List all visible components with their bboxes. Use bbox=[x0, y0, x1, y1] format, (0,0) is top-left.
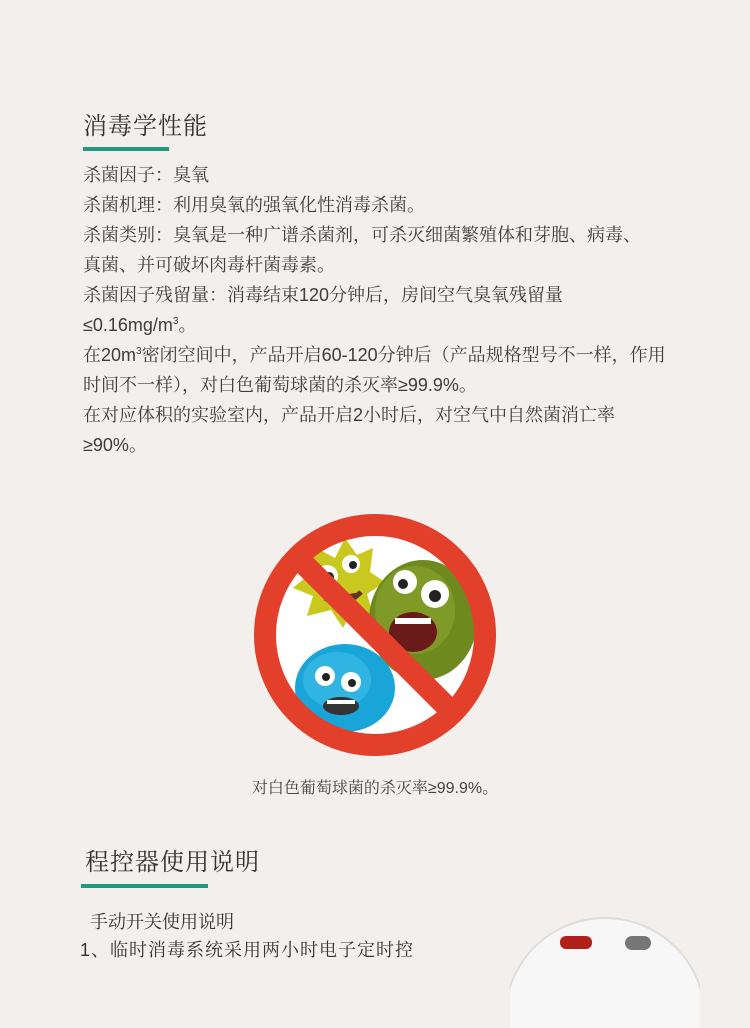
text-fragment: 在20m bbox=[83, 345, 137, 365]
text-line: 真菌、并可破坏肉毒杆菌毒素。 bbox=[83, 255, 335, 275]
toggle-button-icon bbox=[625, 936, 651, 950]
indicator-light-icon bbox=[560, 936, 592, 949]
controller-title-underline bbox=[81, 884, 208, 888]
text-line bbox=[83, 340, 733, 370]
superscript: 3 bbox=[172, 316, 179, 327]
controller-device-illustration bbox=[510, 908, 700, 1028]
text-line: 杀菌因子：臭氧 bbox=[83, 165, 209, 185]
text-line: 杀菌类别：臭氧是一种广谱杀菌剂，可杀灭细菌繁殖体和芽胞、病毒、 bbox=[83, 225, 641, 245]
text-line: 在对应体积的实验室内，产品开启2小时后，对空气中自然菌消亡率 bbox=[83, 405, 616, 425]
section-title-underline bbox=[83, 147, 169, 151]
performance-paragraph bbox=[83, 160, 733, 460]
text-line bbox=[83, 310, 733, 340]
text-line: 时间不一样），对白色葡萄球菌的杀灭率≥99.9%。 bbox=[83, 375, 477, 395]
text-fragment: ≤0.16mg/m bbox=[83, 315, 173, 335]
text-line: 杀菌因子残留量：消毒结束120分钟后，房间空气臭氧残留量 bbox=[83, 285, 564, 305]
figure-caption: 对白色葡萄球菌的杀灭率≥99.9%。 bbox=[251, 780, 499, 797]
section-title: 消毒学性能 bbox=[83, 113, 208, 140]
text-fragment: 密闭空间中，产品开启60-120分钟后（产品规格型号不一样，作用 bbox=[141, 345, 666, 365]
controller-section-title: 程控器使用说明 bbox=[85, 849, 260, 876]
text-fragment: 。 bbox=[178, 315, 197, 335]
no-bacteria-illustration bbox=[245, 510, 505, 760]
superscript: 3 bbox=[136, 346, 142, 357]
manual-switch-subtitle: 手动开关使用说明 bbox=[90, 912, 234, 932]
text-line: ≥90%。 bbox=[83, 435, 147, 455]
manual-instruction-line: 1、临时消毒系统采用两小时电子定时控 bbox=[80, 940, 415, 960]
text-line: 杀菌机理：利用臭氧的强氧化性消毒杀菌。 bbox=[83, 195, 425, 215]
